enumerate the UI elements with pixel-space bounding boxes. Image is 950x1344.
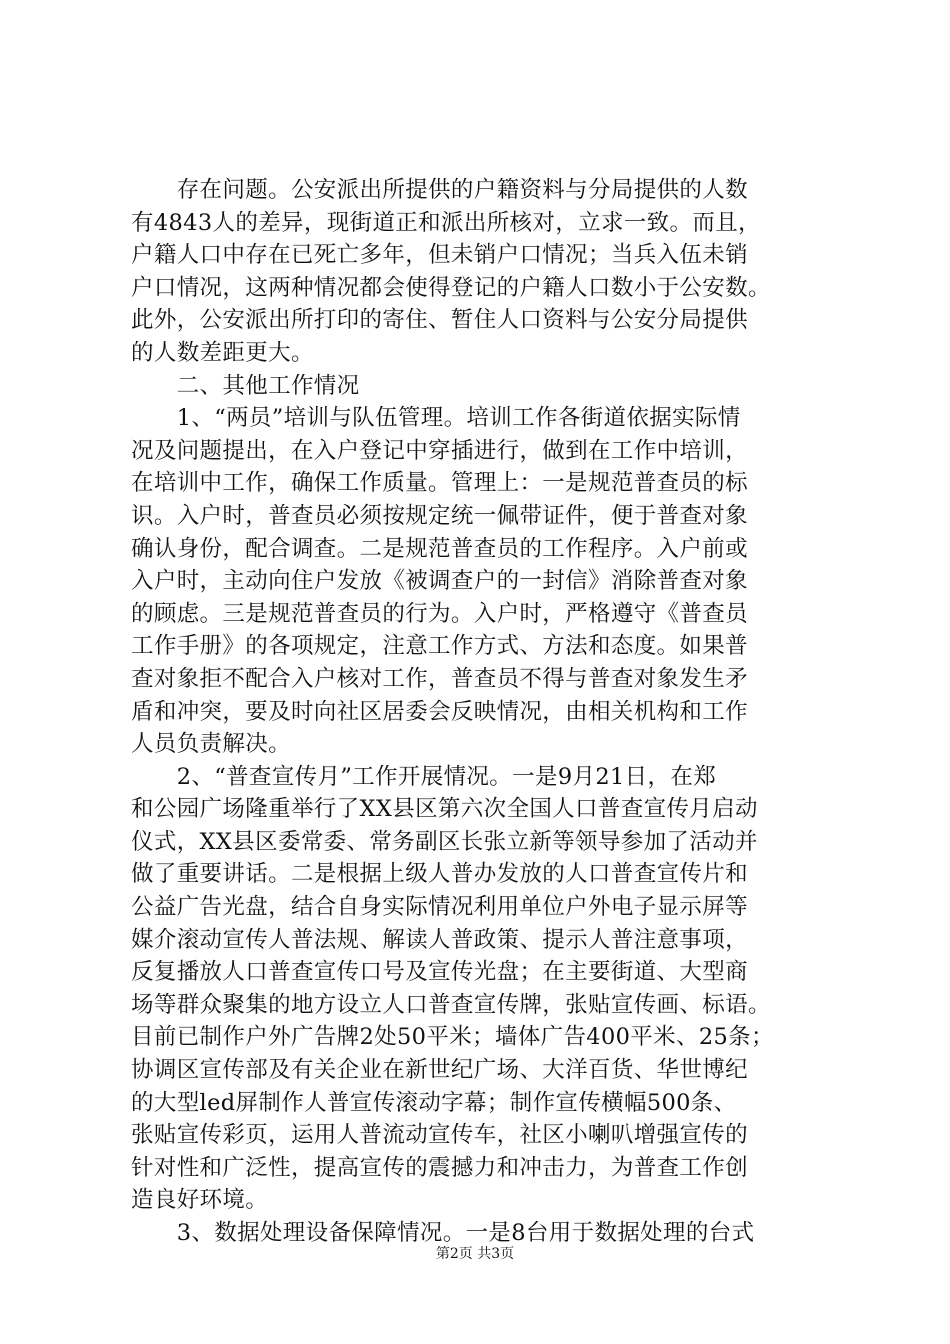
text-line: 2、“普查宣传月”工作开展情况。一是9月21日，在郑 xyxy=(131,763,717,790)
text-line: 识。入户时，普查员必须按规定统一佩带证件，便于普查对象 xyxy=(131,502,748,529)
text-line: 人员负责解决。 xyxy=(131,731,291,758)
document-body xyxy=(131,174,843,1250)
text-line: 协调区宣传部及有关企业在新世纪广场、大洋百货、华世博纪 xyxy=(131,1057,748,1084)
text-line: 和公园广场隆重举行了XX县区第六次全国人口普查宣传月启动 xyxy=(131,796,758,823)
text-line: 3、数据处理设备保障情况。一是8台用于数据处理的台式 xyxy=(131,1220,755,1246)
text-line: 有4843人的差异，现街道正和派出所核对，立求一致。而且， xyxy=(131,209,761,236)
text-line: 的大型led屏制作人普宣传滚动字幕；制作宣传横幅500条、 xyxy=(131,1089,737,1116)
text-line: 的顾虑。三是规范普查员的行为。入户时，严格遵守《普查员 xyxy=(131,600,748,627)
text-line: 反复播放人口普查宣传口号及宣传光盘；在主要街道、大型商 xyxy=(131,959,748,986)
text-line: 媒介滚动宣传人普法规、解读人普政策、提示人普注意事项， xyxy=(131,926,748,953)
text-line: 查对象拒不配合入户核对工作，普查员不得与普查对象发生矛 xyxy=(131,665,748,692)
text-line: 针对性和广泛性，提高宣传的震撼力和冲击力，为普查工作创 xyxy=(131,1154,748,1181)
text-line: 户口情况，这两种情况都会使得登记的户籍人口数小于公安数。 xyxy=(131,274,771,301)
text-line: 张贴宣传彩页，运用人普流动宣传车，社区小喇叭增强宣传的 xyxy=(131,1122,748,1149)
text-line: 确认身份，配合调查。二是规范普查员的工作程序。入户前或 xyxy=(131,535,748,562)
text-line: 目前已制作户外广告牌2处50平米；墙体广告400平米、25条； xyxy=(131,1024,774,1051)
text-line: 在培训中工作，确保工作质量。管理上：一是规范普查员的标 xyxy=(131,470,748,497)
text-line: 做了重要讲话。二是根据上级人普办发放的人口普查宣传片和 xyxy=(131,861,748,888)
text-line: 况及问题提出，在入户登记中穿插进行，做到在工作中培训， xyxy=(131,437,748,464)
text-line: 盾和冲突，要及时向社区居委会反映情况，由相关机构和工作 xyxy=(131,698,748,725)
text-line: 造良好环境。 xyxy=(131,1187,269,1214)
text-line: 仪式，XX县区委常委、常务副区长张立新等领导参加了活动并 xyxy=(131,828,758,855)
text-line: 入户时，主动向住户发放《被调查户的一封信》消除普查对象 xyxy=(131,568,748,595)
text-line: 工作手册》的各项规定，注意工作方式、方法和态度。如果普 xyxy=(131,633,748,660)
text-line: 此外，公安派出所打印的寄住、暂住人口资料与公安分局提供 xyxy=(131,307,748,334)
text-line: 户籍人口中存在已死亡多年，但未销户口情况；当兵入伍未销 xyxy=(131,242,748,269)
text-line: 的人数差距更大。 xyxy=(131,339,314,366)
text-line: 场等群众聚集的地方设立人口普查宣传牌，张贴宣传画、标语。 xyxy=(131,991,771,1018)
text-line: 二、其他工作情况 xyxy=(131,372,360,399)
text-line: 公益广告光盘，结合自身实际情况利用单位户外电子显示屏等 xyxy=(131,894,748,921)
text-line: 1、“两员”培训与队伍管理。培训工作各街道依据实际情 xyxy=(131,405,741,432)
page-footer: 第2页 共3页 xyxy=(435,1246,515,1262)
text-line: 存在问题。公安派出所提供的户籍资料与分局提供的人数 xyxy=(131,177,748,203)
